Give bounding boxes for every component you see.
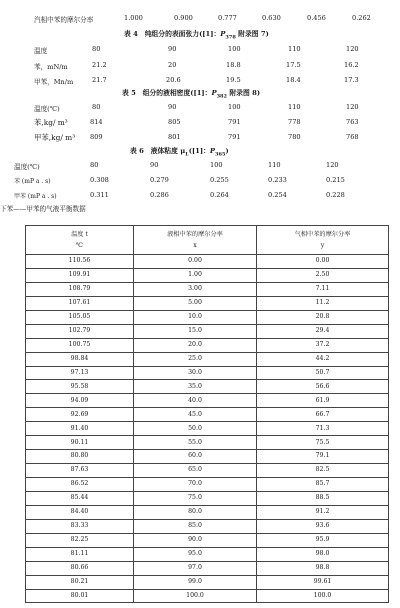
vle-cell-vapor-y: 37.2 [257, 338, 389, 352]
vle-cell-liquid-x: 97.0 [134, 561, 257, 575]
table-row [26, 561, 389, 575]
table5-header-label: 温度(℃) [34, 105, 60, 113]
table4-cell: 20.6 [166, 76, 181, 84]
vle-header-line1: 液相中苯的摩尔分率 [167, 231, 223, 238]
table5-header-value: 120 [346, 103, 359, 111]
vapor-value: 0.456 [307, 14, 326, 22]
vle-cell-temperature: 80.01 [26, 589, 134, 603]
vle-cell-vapor-y: 98.0 [257, 547, 389, 561]
table6-header-value: 100 [210, 161, 223, 169]
table6-cell: 0.254 [268, 191, 287, 199]
vle-cell-vapor-y: 11.2 [257, 296, 389, 310]
vle-cell-vapor-y: 93.6 [257, 519, 389, 533]
table6-caption-page: 365 [215, 151, 226, 158]
vle-cell-temperature: 86.52 [26, 478, 134, 492]
table4-header-value: 100 [228, 45, 241, 53]
vle-cell-temperature: 83.33 [26, 519, 134, 533]
table-row [26, 352, 389, 366]
vle-cell-liquid-x: 35.0 [134, 380, 257, 394]
table6-caption-mu-sub: L [185, 151, 189, 158]
vle-cell-liquid-x: 80.0 [134, 505, 257, 519]
vle-cell-temperature: 109.91 [26, 268, 134, 282]
vle-cell-temperature: 108.79 [26, 282, 134, 296]
vle-header-temperature [26, 226, 134, 255]
table5-cell: 805 [168, 118, 181, 126]
vle-cell-vapor-y: 29.4 [257, 324, 389, 338]
vle-cell-vapor-y: 85.7 [257, 478, 389, 492]
vle-cell-temperature: 97.13 [26, 366, 134, 380]
table5-cell: 780 [288, 133, 301, 141]
table6-row-label: 甲苯 (mP a . s) [14, 193, 57, 200]
vle-cell-liquid-x: 99.0 [134, 575, 257, 589]
table5-header-value: 100 [228, 103, 241, 111]
vapor-value: 1.000 [124, 14, 143, 22]
table5-row-label: 苯,kg/ m³ [34, 118, 68, 127]
table5-cell: 801 [168, 133, 181, 141]
table4-cell: 17.5 [286, 61, 301, 69]
table-row [26, 589, 389, 603]
vle-cell-vapor-y: 44.2 [257, 352, 389, 366]
table-row [26, 575, 389, 589]
vle-cell-vapor-y: 61.9 [257, 394, 389, 408]
table-row [26, 519, 389, 533]
vle-cell-temperature: 110.56 [26, 255, 134, 269]
vle-header-line2: y [320, 242, 325, 249]
vle-cell-liquid-x: 55.0 [134, 436, 257, 450]
table5-cell: 768 [346, 133, 359, 141]
vle-cell-temperature: 90.11 [26, 436, 134, 450]
table6-header-label: 温度(℃) [14, 163, 40, 171]
table-row [26, 366, 389, 380]
table-row [26, 338, 389, 352]
table-row [26, 491, 389, 505]
table5-caption [122, 87, 260, 99]
vle-cell-liquid-x: 30.0 [134, 366, 257, 380]
vle-cell-vapor-y: 82.5 [257, 464, 389, 478]
table-row [26, 422, 389, 436]
vle-cell-temperature: 91.40 [26, 422, 134, 436]
table5-header-value: 110 [288, 103, 301, 111]
vle-cell-liquid-x: 15.0 [134, 324, 257, 338]
table5-cell: 791 [228, 118, 241, 126]
table4-header-value: 110 [288, 45, 301, 53]
vle-header-liquid [134, 226, 257, 255]
vle-cell-liquid-x: 60.0 [134, 450, 257, 464]
table-row [26, 436, 389, 450]
table4-cell: 16.2 [344, 61, 359, 69]
table5-header-value: 90 [168, 103, 177, 111]
table-row [26, 450, 389, 464]
vle-cell-temperature: 80.80 [26, 450, 134, 464]
table-row [26, 547, 389, 561]
vle-cell-temperature: 80.66 [26, 561, 134, 575]
table5-row-label: 甲苯,kg/ m³ [34, 133, 76, 142]
table-row [26, 533, 389, 547]
vle-cell-vapor-y: 79.1 [257, 450, 389, 464]
vle-cell-liquid-x: 10.0 [134, 310, 257, 324]
table4-cell: 19.5 [226, 76, 241, 84]
vapor-value: 0.900 [174, 14, 193, 22]
table6-header-value: 90 [150, 161, 159, 169]
table6-caption-mid: ([1]： [188, 147, 210, 155]
section-title: 下苯——甲苯的气液平衡数据 [0, 205, 86, 213]
vle-cell-liquid-x: 85.0 [134, 519, 257, 533]
table5-cell: 778 [288, 118, 301, 126]
vle-cell-liquid-x: 20.0 [134, 338, 257, 352]
vle-cell-liquid-x: 70.0 [134, 478, 257, 492]
table4-row-label: 苯，mN/m [34, 63, 68, 71]
vle-cell-liquid-x: 5.00 [134, 296, 257, 310]
vle-cell-temperature: 100.75 [26, 338, 134, 352]
table4-header-value: 120 [346, 45, 359, 53]
vle-cell-vapor-y: 56.6 [257, 380, 389, 394]
table6-cell: 0.264 [210, 191, 229, 199]
vapor-row-label: 汽相中苯的摩尔分率 [34, 16, 94, 24]
table6-cell: 0.286 [150, 191, 169, 199]
table6-cell: 0.311 [90, 191, 109, 199]
table4-caption [124, 28, 269, 40]
table-row [26, 268, 389, 282]
table5-cell: 814 [90, 118, 103, 126]
table-row [26, 255, 389, 269]
vle-cell-temperature: 81.11 [26, 547, 134, 561]
vle-cell-liquid-x: 0.00 [134, 255, 257, 269]
table6-cell: 0.233 [268, 176, 287, 184]
table6-caption-prefix: 表 6 液体粘度 μ [130, 147, 186, 155]
vle-cell-temperature: 94.09 [26, 394, 134, 408]
table-row [26, 478, 389, 492]
vle-cell-temperature: 82.25 [26, 533, 134, 547]
table6-header-value: 80 [90, 161, 99, 169]
table4-cell: 21.7 [92, 76, 107, 84]
vle-cell-liquid-x: 50.0 [134, 422, 257, 436]
table6-cell: 0.215 [326, 176, 345, 184]
vle-header-line2: ℃ [76, 242, 83, 249]
vle-cell-liquid-x: 25.0 [134, 352, 257, 366]
vle-cell-vapor-y: 95.9 [257, 533, 389, 547]
vle-header-row [26, 226, 389, 255]
table5-caption-p: P [211, 89, 217, 97]
table-row [26, 464, 389, 478]
vle-cell-vapor-y: 71.3 [257, 422, 389, 436]
vle-header-line2: x [193, 242, 197, 249]
vle-cell-temperature: 85.44 [26, 491, 134, 505]
table-row [26, 310, 389, 324]
vle-cell-liquid-x: 90.0 [134, 533, 257, 547]
vle-header-line1: 温度 t [71, 231, 88, 238]
vle-cell-temperature: 92.69 [26, 408, 134, 422]
table-row [26, 380, 389, 394]
vle-cell-temperature: 105.05 [26, 310, 134, 324]
table6-caption-suffix: ) [225, 147, 229, 155]
vle-cell-vapor-y: 0.00 [257, 255, 389, 269]
table6-header-value: 120 [326, 161, 339, 169]
vle-cell-liquid-x: 65.0 [134, 464, 257, 478]
table4-cell: 18.8 [226, 61, 241, 69]
vle-cell-temperature: 98.84 [26, 352, 134, 366]
vle-cell-vapor-y: 88.5 [257, 491, 389, 505]
table6-row-label: 苯 (mP a . s) [14, 178, 51, 185]
vapor-value: 0.777 [218, 14, 237, 22]
table-row [26, 408, 389, 422]
vle-cell-vapor-y: 100.0 [257, 589, 389, 603]
table5-cell: 763 [346, 118, 359, 126]
table4-caption-page: 378 [225, 34, 236, 41]
vle-cell-liquid-x: 45.0 [134, 408, 257, 422]
table4-header-value: 80 [92, 45, 101, 53]
vapor-value: 0.630 [262, 14, 281, 22]
vle-cell-liquid-x: 3.00 [134, 282, 257, 296]
table-row [26, 324, 389, 338]
vle-cell-liquid-x: 100.0 [134, 589, 257, 603]
table4-caption-suffix: 附录图 7) [235, 30, 269, 38]
vle-cell-liquid-x: 1.00 [134, 268, 257, 282]
table6-caption [130, 145, 229, 157]
table4-header-value: 90 [168, 45, 177, 53]
vle-cell-temperature: 87.63 [26, 464, 134, 478]
vle-cell-vapor-y: 50.7 [257, 366, 389, 380]
table6-cell: 0.228 [326, 191, 345, 199]
table5-caption-page: 382 [216, 93, 228, 100]
table4-cell: 17.3 [344, 76, 359, 84]
vle-cell-vapor-y: 75.5 [257, 436, 389, 450]
table-row [26, 394, 389, 408]
table4-caption-p: P [220, 30, 226, 38]
vle-cell-vapor-y: 20.8 [257, 310, 389, 324]
table4-header-label: 温度 [34, 47, 48, 55]
table6-cell: 0.279 [150, 176, 169, 184]
vle-cell-liquid-x: 40.0 [134, 394, 257, 408]
vle-cell-vapor-y: 98.8 [257, 561, 389, 575]
table4-row-label: 甲苯，Mn/m [34, 78, 74, 86]
table6-header-value: 110 [268, 161, 281, 169]
table5-caption-prefix: 表 5 组分的液相密度([1]： [122, 89, 212, 97]
vle-cell-vapor-y: 2.50 [257, 268, 389, 282]
table-row [26, 296, 389, 310]
vle-cell-temperature: 107.61 [26, 296, 134, 310]
vle-cell-vapor-y: 7.11 [257, 282, 389, 296]
table6-cell: 0.255 [210, 176, 229, 184]
vle-table-body [26, 255, 389, 603]
table-row [26, 282, 389, 296]
table6-cell: 0.308 [90, 176, 109, 184]
vle-cell-vapor-y: 66.7 [257, 408, 389, 422]
table4-cell: 18.4 [286, 76, 301, 84]
vle-header-line1: 气相中苯的摩尔分率 [294, 231, 351, 238]
table6-caption-p: P [209, 147, 216, 155]
vle-cell-liquid-x: 75.0 [134, 491, 257, 505]
vle-cell-liquid-x: 95.0 [134, 547, 257, 561]
vle-table [25, 225, 389, 603]
vle-cell-temperature: 80.21 [26, 575, 134, 589]
table4-cell: 20 [168, 61, 177, 69]
table5-caption-suffix: 附录图 8) [227, 89, 261, 97]
vle-cell-vapor-y: 99.61 [257, 575, 389, 589]
vle-cell-temperature: 102.79 [26, 324, 134, 338]
table5-header-value: 80 [92, 103, 101, 111]
table4-caption-prefix: 表 4 纯组分的表面张力([1]： [124, 30, 221, 38]
table5-cell: 809 [90, 133, 103, 141]
vle-cell-vapor-y: 91.2 [257, 505, 389, 519]
table-row [26, 505, 389, 519]
vle-cell-temperature: 95.58 [26, 380, 134, 394]
table5-cell: 791 [228, 133, 241, 141]
table4-cell: 21.2 [92, 61, 107, 69]
vle-header-vapor [257, 226, 389, 255]
vle-cell-temperature: 84.40 [26, 505, 134, 519]
vapor-value: 0.262 [352, 14, 371, 22]
